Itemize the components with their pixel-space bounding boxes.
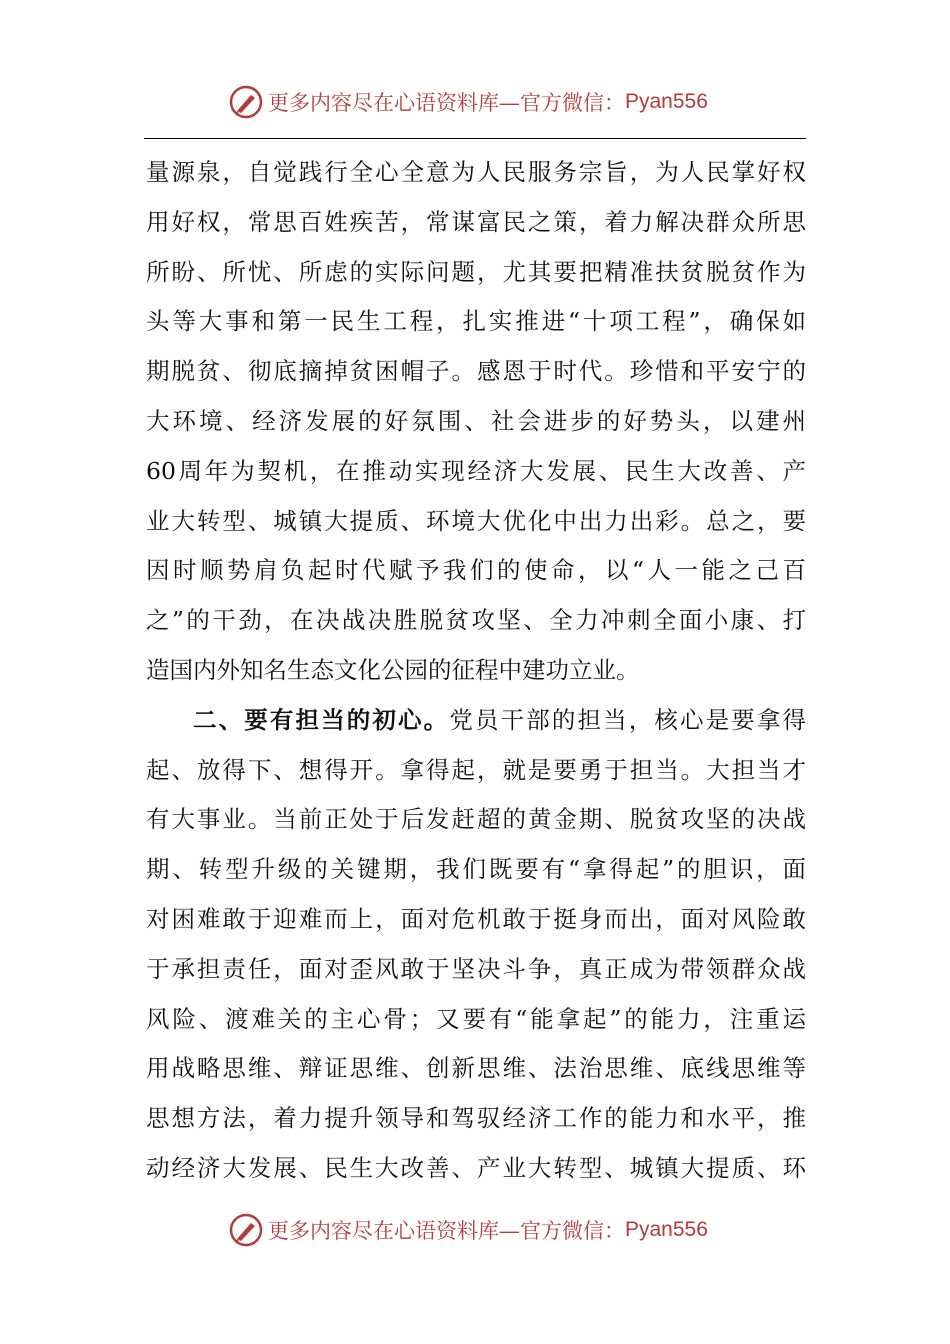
paragraph-2-first-line (146, 696, 806, 746)
body-line: 业大转型、城镇大提质、环境大优化中出力出彩。总之，要 (146, 506, 806, 535)
body-line: 用好权，常思百姓疾苦，常谋富民之策，着力解决群众所思 (146, 207, 806, 236)
body-line: 所盼、所忧、所虑的实际问题，尤其要把精准扶贫脱贫作为 (146, 257, 806, 286)
body-line: 之”的干劲，在决战决胜脱贫攻坚、全力冲刺全面小康、打 (146, 606, 806, 635)
body-line-rest: 党员干部的担当，核心是要拿得 (449, 705, 806, 734)
body-line: 动经济大发展、民生大改善、产业大转型、城镇大提质、环 (146, 1153, 806, 1182)
body-line: 量源泉，自觉践行全心全意为人民服务宗旨，为人民掌好权 (146, 158, 806, 186)
body-line: 思想方法，着力提升领导和驾驭经济工作的能力和水平，推 (146, 1104, 806, 1133)
pen-circle-logo-icon (228, 84, 264, 120)
body-line: 造国内外知名生态文化公园的征程中建功立业。 (146, 655, 640, 684)
header-banner-content (228, 80, 708, 124)
body-line: 头等大事和第一民生工程，扎实推进“十项工程”，确保如 (146, 307, 806, 336)
footer-banner-text: 更多内容尽在心语资料库—官方微信： (268, 1219, 625, 1243)
header-banner (0, 80, 950, 124)
header-banner-wechat-id: Pyan556 (625, 90, 708, 113)
body-line: 期、转型升级的关键期，我们既要有“拿得起”的胆识，面 (146, 855, 806, 884)
header-divider (144, 138, 806, 139)
pen-circle-logo-icon (228, 1212, 264, 1248)
footer-banner (0, 1208, 950, 1252)
body-line: 大环境、经济发展的好氛围、社会进步的好势头，以建州 (146, 406, 806, 435)
body-line: 于承担责任，面对歪风敢于坚决斗争，真正成为带领群众战 (146, 954, 806, 983)
body-line: 用战略思维、辩证思维、创新思维、法治思维、底线思维等 (146, 1054, 806, 1083)
document-body (146, 148, 806, 1194)
header-banner-text: 更多内容尽在心语资料库—官方微信： (268, 91, 625, 115)
body-line: 60周年为契机，在推动实现经济大发展、民生大改善、产 (146, 456, 806, 485)
body-line: 因时顺势肩负起时代赋予我们的使命，以“人一能之己百 (146, 556, 806, 585)
body-line: 风险、渡难关的主心骨；又要有“能拿起”的能力，注重运 (146, 1004, 806, 1033)
body-line: 对困难敢于迎难而上，面对危机敢于挺身而出，面对风险敢 (146, 904, 806, 933)
footer-banner-wechat-id: Pyan556 (625, 1218, 708, 1241)
footer-banner-content (228, 1208, 708, 1252)
body-line: 期脱贫、彻底摘掉贫困帽子。感恩于时代。珍惜和平安宁的 (146, 357, 806, 386)
body-line: 有大事业。当前正处于后发赶超的黄金期、脱贫攻坚的决战 (146, 805, 806, 834)
body-line: 起、放得下、想得开。拿得起，就是要勇于担当。大担当才 (146, 755, 806, 784)
section-heading: 二、要有担当的初心。 (193, 705, 450, 734)
